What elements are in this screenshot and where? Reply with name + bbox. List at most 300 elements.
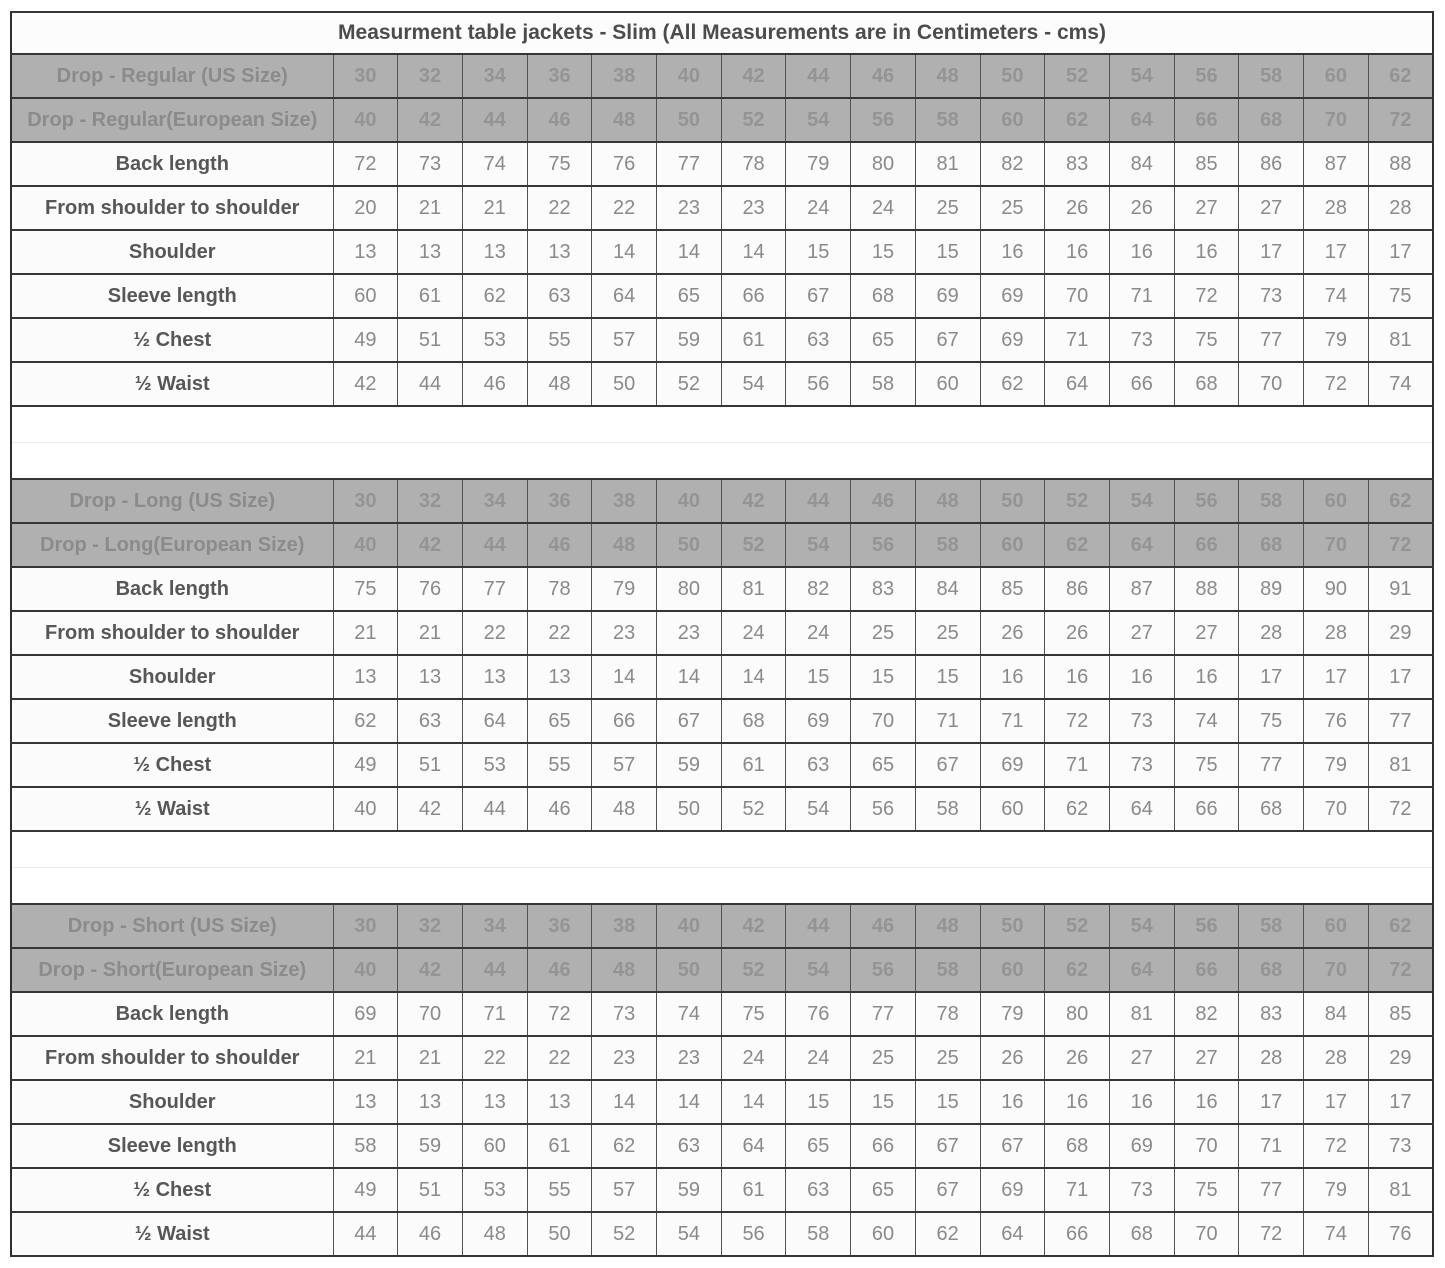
measurement-row: [11, 567, 1433, 611]
measurement-value: 69: [980, 1168, 1045, 1212]
measurement-value: 65: [851, 318, 916, 362]
measurement-value: 21: [333, 611, 398, 655]
measurement-value: 70: [1304, 787, 1369, 831]
european-size-cell: 70: [1304, 948, 1369, 992]
us-size-cell: 58: [1239, 479, 1304, 523]
measurement-value: 79: [980, 992, 1045, 1036]
measurement-value: 81: [721, 567, 786, 611]
measurement-value: 86: [1045, 567, 1110, 611]
measurement-label: ½ Waist: [11, 1212, 333, 1256]
measurement-value: 17: [1304, 1080, 1369, 1124]
measurement-value: 22: [462, 611, 527, 655]
measurement-value: 13: [462, 230, 527, 274]
measurement-value: 62: [462, 274, 527, 318]
measurement-value: 71: [1045, 1168, 1110, 1212]
measurement-value: 49: [333, 1168, 398, 1212]
measurement-value: 73: [592, 992, 657, 1036]
us-size-cell: 36: [527, 479, 592, 523]
size-header-row-european: [11, 523, 1433, 567]
measurement-value: 24: [851, 186, 916, 230]
measurement-value: 55: [527, 1168, 592, 1212]
measurement-value: 68: [1045, 1124, 1110, 1168]
measurement-value: 13: [398, 655, 463, 699]
measurement-value: 21: [398, 611, 463, 655]
european-size-cell: 42: [398, 523, 463, 567]
measurement-value: 57: [592, 318, 657, 362]
measurement-value: 63: [527, 274, 592, 318]
measurement-value: 68: [851, 274, 916, 318]
us-size-cell: 58: [1239, 904, 1304, 948]
measurement-label: From shoulder to shoulder: [11, 1036, 333, 1080]
measurement-value: 48: [527, 362, 592, 406]
measurement-value: 64: [1045, 362, 1110, 406]
measurement-value: 17: [1239, 230, 1304, 274]
measurement-value: 77: [851, 992, 916, 1036]
measurement-label: Back length: [11, 992, 333, 1036]
size-header-row-us: [11, 479, 1433, 523]
measurement-value: 63: [786, 318, 851, 362]
spacer-cell: [11, 831, 1433, 868]
measurement-value: 27: [1174, 611, 1239, 655]
measurement-value: 83: [1045, 142, 1110, 186]
measurement-value: 22: [462, 1036, 527, 1080]
european-size-cell: 58: [915, 523, 980, 567]
measurement-value: 29: [1368, 611, 1433, 655]
measurement-value: 26: [980, 611, 1045, 655]
measurement-value: 21: [462, 186, 527, 230]
measurement-value: 81: [1368, 318, 1433, 362]
measurement-value: 61: [721, 743, 786, 787]
measurement-value: 64: [592, 274, 657, 318]
measurement-value: 67: [657, 699, 722, 743]
measurement-value: 86: [1239, 142, 1304, 186]
measurement-value: 77: [1368, 699, 1433, 743]
us-size-cell: 52: [1045, 479, 1110, 523]
spacer-cell: [11, 406, 1433, 443]
european-size-cell: 40: [333, 948, 398, 992]
section-us-size-label: Drop - Long (US Size): [11, 479, 333, 523]
european-size-cell: 62: [1045, 523, 1110, 567]
european-size-cell: 48: [592, 98, 657, 142]
measurement-value: 23: [657, 186, 722, 230]
spacer-row: [11, 443, 1433, 480]
measurement-label: Back length: [11, 142, 333, 186]
measurement-value: 84: [915, 567, 980, 611]
measurement-value: 70: [1174, 1212, 1239, 1256]
measurement-value: 16: [1174, 655, 1239, 699]
measurement-value: 76: [1304, 699, 1369, 743]
measurement-value: 65: [851, 1168, 916, 1212]
us-size-cell: 56: [1174, 54, 1239, 98]
spacer-cell: [11, 443, 1433, 480]
us-size-cell: 32: [398, 904, 463, 948]
measurement-value: 13: [398, 230, 463, 274]
measurement-value: 88: [1174, 567, 1239, 611]
us-size-cell: 32: [398, 54, 463, 98]
measurement-value: 71: [462, 992, 527, 1036]
measurement-value: 16: [1109, 1080, 1174, 1124]
measurement-value: 72: [1368, 787, 1433, 831]
us-size-cell: 60: [1304, 54, 1369, 98]
measurement-row: [11, 699, 1433, 743]
european-size-cell: 58: [915, 98, 980, 142]
measurement-value: 59: [657, 1168, 722, 1212]
title-row: [11, 12, 1433, 54]
measurement-value: 79: [786, 142, 851, 186]
measurement-value: 16: [1174, 230, 1239, 274]
measurement-value: 23: [657, 1036, 722, 1080]
spacer-cell: [11, 868, 1433, 905]
measurement-label: Sleeve length: [11, 274, 333, 318]
measurement-value: 73: [1368, 1124, 1433, 1168]
measurement-value: 53: [462, 743, 527, 787]
measurement-row: [11, 186, 1433, 230]
measurement-value: 68: [1239, 787, 1304, 831]
measurement-value: 13: [527, 1080, 592, 1124]
measurement-value: 13: [333, 1080, 398, 1124]
us-size-cell: 42: [721, 904, 786, 948]
measurement-value: 74: [657, 992, 722, 1036]
us-size-cell: 30: [333, 479, 398, 523]
european-size-cell: 56: [851, 948, 916, 992]
measurement-value: 24: [786, 186, 851, 230]
measurement-value: 50: [657, 787, 722, 831]
measurement-value: 55: [527, 743, 592, 787]
measurement-value: 71: [1045, 318, 1110, 362]
european-size-cell: 48: [592, 948, 657, 992]
european-size-cell: 54: [786, 98, 851, 142]
measurement-value: 73: [1239, 274, 1304, 318]
measurement-value: 17: [1304, 230, 1369, 274]
measurement-value: 79: [592, 567, 657, 611]
european-size-cell: 52: [721, 948, 786, 992]
measurement-value: 81: [1109, 992, 1174, 1036]
european-size-cell: 42: [398, 98, 463, 142]
measurement-value: 81: [1368, 743, 1433, 787]
measurement-value: 26: [980, 1036, 1045, 1080]
us-size-cell: 34: [462, 904, 527, 948]
measurement-value: 72: [527, 992, 592, 1036]
measurement-value: 76: [398, 567, 463, 611]
us-size-cell: 48: [915, 54, 980, 98]
measurement-value: 25: [980, 186, 1045, 230]
measurement-value: 64: [980, 1212, 1045, 1256]
measurement-value: 16: [1045, 1080, 1110, 1124]
measurement-value: 23: [721, 186, 786, 230]
measurement-value: 16: [980, 230, 1045, 274]
measurement-value: 82: [1174, 992, 1239, 1036]
us-size-cell: 32: [398, 479, 463, 523]
measurement-value: 61: [721, 318, 786, 362]
section-european-size-label: Drop - Regular(European Size): [11, 98, 333, 142]
measurement-value: 67: [915, 318, 980, 362]
measurement-value: 25: [915, 1036, 980, 1080]
us-size-cell: 62: [1368, 54, 1433, 98]
measurement-row: [11, 1080, 1433, 1124]
measurement-value: 74: [1304, 1212, 1369, 1256]
measurement-value: 17: [1304, 655, 1369, 699]
european-size-cell: 54: [786, 948, 851, 992]
measurement-value: 76: [1368, 1212, 1433, 1256]
measurement-value: 64: [721, 1124, 786, 1168]
measurement-value: 75: [527, 142, 592, 186]
measurement-value: 70: [1045, 274, 1110, 318]
measurement-row: [11, 743, 1433, 787]
measurement-value: 44: [398, 362, 463, 406]
us-size-cell: 40: [657, 479, 722, 523]
measurement-value: 25: [851, 611, 916, 655]
measurement-value: 56: [786, 362, 851, 406]
us-size-cell: 34: [462, 54, 527, 98]
us-size-cell: 50: [980, 479, 1045, 523]
european-size-cell: 52: [721, 98, 786, 142]
measurement-value: 28: [1239, 611, 1304, 655]
measurement-value: 27: [1174, 186, 1239, 230]
measurement-value: 58: [915, 787, 980, 831]
measurement-value: 58: [786, 1212, 851, 1256]
measurement-value: 13: [333, 230, 398, 274]
european-size-cell: 40: [333, 523, 398, 567]
measurement-label: ½ Chest: [11, 318, 333, 362]
us-size-cell: 62: [1368, 479, 1433, 523]
measurement-value: 15: [851, 230, 916, 274]
size-header-row-us: [11, 904, 1433, 948]
measurement-value: 51: [398, 743, 463, 787]
measurement-value: 40: [333, 787, 398, 831]
european-size-cell: 72: [1368, 948, 1433, 992]
size-header-row-european: [11, 98, 1433, 142]
measurement-value: 75: [1174, 318, 1239, 362]
european-size-cell: 64: [1109, 948, 1174, 992]
european-size-cell: 62: [1045, 98, 1110, 142]
european-size-cell: 60: [980, 948, 1045, 992]
us-size-cell: 58: [1239, 54, 1304, 98]
measurement-value: 24: [786, 1036, 851, 1080]
measurement-value: 71: [915, 699, 980, 743]
measurement-value: 50: [592, 362, 657, 406]
measurement-value: 27: [1174, 1036, 1239, 1080]
measurement-value: 17: [1368, 1080, 1433, 1124]
measurement-value: 56: [721, 1212, 786, 1256]
european-size-cell: 72: [1368, 523, 1433, 567]
measurement-value: 13: [462, 655, 527, 699]
measurement-value: 46: [462, 362, 527, 406]
measurement-value: 62: [980, 362, 1045, 406]
measurement-value: 84: [1304, 992, 1369, 1036]
european-size-cell: 62: [1045, 948, 1110, 992]
measurement-value: 66: [851, 1124, 916, 1168]
table-body: [11, 12, 1433, 1256]
measurement-value: 63: [786, 743, 851, 787]
measurement-value: 21: [333, 1036, 398, 1080]
measurement-value: 62: [915, 1212, 980, 1256]
measurement-value: 73: [398, 142, 463, 186]
us-size-cell: 46: [851, 479, 916, 523]
european-size-cell: 56: [851, 98, 916, 142]
measurement-value: 52: [721, 787, 786, 831]
measurement-value: 13: [398, 1080, 463, 1124]
measurement-value: 60: [980, 787, 1045, 831]
us-size-cell: 44: [786, 479, 851, 523]
measurement-value: 70: [1174, 1124, 1239, 1168]
us-size-cell: 50: [980, 904, 1045, 948]
measurement-value: 78: [721, 142, 786, 186]
measurement-value: 75: [333, 567, 398, 611]
us-size-cell: 46: [851, 904, 916, 948]
european-size-cell: 50: [657, 98, 722, 142]
measurement-value: 80: [657, 567, 722, 611]
measurement-value: 69: [980, 274, 1045, 318]
us-size-cell: 56: [1174, 479, 1239, 523]
measurement-value: 70: [851, 699, 916, 743]
measurement-value: 67: [915, 743, 980, 787]
measurement-value: 25: [915, 186, 980, 230]
measurement-value: 73: [1109, 1168, 1174, 1212]
european-size-cell: 58: [915, 948, 980, 992]
measurement-value: 68: [1109, 1212, 1174, 1256]
measurement-value: 16: [1045, 230, 1110, 274]
measurement-value: 60: [333, 274, 398, 318]
measurement-value: 84: [1109, 142, 1174, 186]
measurement-value: 22: [527, 186, 592, 230]
measurement-value: 26: [1045, 611, 1110, 655]
section-us-size-label: Drop - Regular (US Size): [11, 54, 333, 98]
measurement-value: 87: [1109, 567, 1174, 611]
measurement-value: 21: [398, 186, 463, 230]
us-size-cell: 36: [527, 904, 592, 948]
european-size-cell: 44: [462, 98, 527, 142]
measurement-value: 46: [398, 1212, 463, 1256]
european-size-cell: 70: [1304, 98, 1369, 142]
measurement-value: 24: [721, 1036, 786, 1080]
measurement-value: 79: [1304, 318, 1369, 362]
measurement-value: 20: [333, 186, 398, 230]
european-size-cell: 66: [1174, 948, 1239, 992]
measurement-value: 21: [398, 1036, 463, 1080]
measurement-label: Shoulder: [11, 655, 333, 699]
measurement-value: 65: [657, 274, 722, 318]
us-size-cell: 54: [1109, 479, 1174, 523]
us-size-cell: 56: [1174, 904, 1239, 948]
measurement-value: 71: [1045, 743, 1110, 787]
measurement-value: 50: [527, 1212, 592, 1256]
measurement-value: 83: [851, 567, 916, 611]
measurement-value: 61: [398, 274, 463, 318]
measurement-value: 72: [1304, 362, 1369, 406]
measurement-value: 54: [657, 1212, 722, 1256]
measurement-value: 23: [592, 1036, 657, 1080]
measurement-value: 64: [462, 699, 527, 743]
measurement-value: 75: [721, 992, 786, 1036]
measurement-value: 16: [980, 655, 1045, 699]
european-size-cell: 68: [1239, 98, 1304, 142]
section-us-size-label: Drop - Short (US Size): [11, 904, 333, 948]
us-size-cell: 60: [1304, 904, 1369, 948]
measurement-value: 26: [1045, 186, 1110, 230]
measurement-row: [11, 230, 1433, 274]
measurement-value: 62: [333, 699, 398, 743]
measurement-value: 78: [527, 567, 592, 611]
measurement-value: 13: [462, 1080, 527, 1124]
measurement-value: 14: [657, 655, 722, 699]
measurement-value: 23: [657, 611, 722, 655]
measurement-value: 29: [1368, 1036, 1433, 1080]
measurement-value: 71: [1109, 274, 1174, 318]
measurement-value: 62: [1045, 787, 1110, 831]
us-size-cell: 40: [657, 54, 722, 98]
measurement-value: 42: [398, 787, 463, 831]
european-size-cell: 48: [592, 523, 657, 567]
european-size-cell: 42: [398, 948, 463, 992]
measurement-value: 24: [721, 611, 786, 655]
measurement-value: 14: [592, 230, 657, 274]
measurement-value: 44: [462, 787, 527, 831]
measurement-value: 14: [592, 1080, 657, 1124]
section-european-size-label: Drop - Long(European Size): [11, 523, 333, 567]
measurement-label: From shoulder to shoulder: [11, 611, 333, 655]
measurement-value: 22: [527, 1036, 592, 1080]
measurement-value: 22: [527, 611, 592, 655]
measurement-value: 52: [592, 1212, 657, 1256]
measurement-value: 72: [1045, 699, 1110, 743]
measurement-value: 44: [333, 1212, 398, 1256]
measurement-value: 72: [333, 142, 398, 186]
measurement-value: 85: [980, 567, 1045, 611]
measurement-value: 76: [786, 992, 851, 1036]
us-size-cell: 54: [1109, 904, 1174, 948]
measurement-value: 14: [721, 655, 786, 699]
measurement-value: 67: [915, 1168, 980, 1212]
size-header-row-european: [11, 948, 1433, 992]
measurement-value: 28: [1304, 1036, 1369, 1080]
us-size-cell: 30: [333, 54, 398, 98]
measurement-value: 73: [1109, 318, 1174, 362]
european-size-cell: 70: [1304, 523, 1369, 567]
size-header-row-us: [11, 54, 1433, 98]
measurement-row: [11, 318, 1433, 362]
measurement-value: 13: [333, 655, 398, 699]
measurement-value: 59: [657, 318, 722, 362]
measurement-label: From shoulder to shoulder: [11, 186, 333, 230]
measurement-value: 72: [1304, 1124, 1369, 1168]
measurement-value: 69: [915, 274, 980, 318]
measurement-value: 77: [462, 567, 527, 611]
measurement-value: 52: [657, 362, 722, 406]
european-size-cell: 60: [980, 523, 1045, 567]
measurement-row: [11, 611, 1433, 655]
measurement-value: 64: [1109, 787, 1174, 831]
measurement-value: 55: [527, 318, 592, 362]
measurement-value: 69: [1109, 1124, 1174, 1168]
measurement-value: 71: [1239, 1124, 1304, 1168]
measurement-value: 69: [980, 743, 1045, 787]
measurement-value: 16: [1045, 655, 1110, 699]
measurement-value: 72: [1239, 1212, 1304, 1256]
measurement-value: 22: [592, 186, 657, 230]
european-size-cell: 46: [527, 948, 592, 992]
measurement-value: 79: [1304, 1168, 1369, 1212]
measurement-value: 27: [1109, 1036, 1174, 1080]
measurement-value: 57: [592, 743, 657, 787]
measurement-value: 65: [851, 743, 916, 787]
measurement-value: 51: [398, 1168, 463, 1212]
us-size-cell: 62: [1368, 904, 1433, 948]
measurement-value: 63: [398, 699, 463, 743]
measurement-value: 13: [527, 655, 592, 699]
measurement-value: 73: [1109, 743, 1174, 787]
measurement-value: 80: [851, 142, 916, 186]
measurement-value: 77: [657, 142, 722, 186]
